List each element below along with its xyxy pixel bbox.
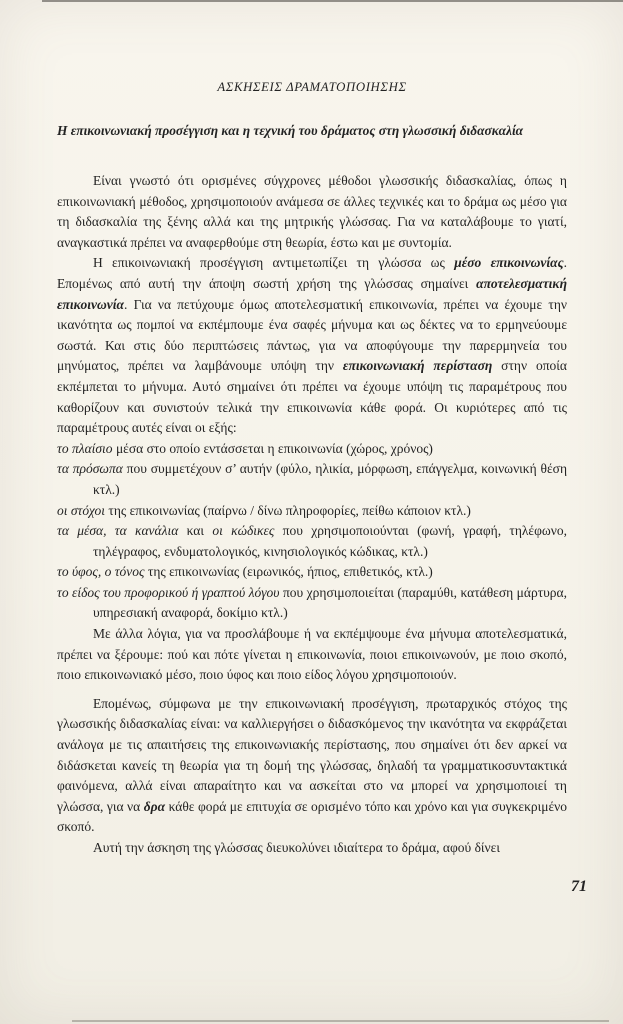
list-item-6 — [57, 583, 567, 624]
paragraph-1 — [57, 171, 567, 253]
text-run: που χρησιμοποιούνται (φωνή, γραφή, τηλέφωνο, τηλέγραφος, ενδυματολογικός, κινησιολογικός κώδικας, κτλ.) — [93, 523, 567, 559]
paragraph-3 — [57, 624, 567, 686]
text-run: Αυτή την άσκηση της γλώσσας διευκολύνει ιδιαίτερα το δράμα, αφού δίνει — [93, 840, 500, 855]
text-run: αποτελεσματική επικοινωνία — [57, 275, 567, 312]
text-run: το ύφος, ο τόνος — [57, 564, 145, 580]
text-run: της επικοινωνίας (ειρωνικός, ήπιος, επιθετικός, κτλ.) — [144, 564, 433, 580]
text-run: οι κώδικες — [212, 523, 275, 539]
text-run: το είδος του προφορικού ή γραπτού λόγου — [57, 584, 280, 600]
text-run: επικοινωνιακή περίσταση — [342, 358, 493, 374]
text-run: δρα — [143, 798, 166, 814]
page-number: 71 — [571, 878, 587, 895]
list-item-4 — [57, 521, 567, 562]
text-run: μέσο επικοινωνίας — [454, 255, 564, 271]
list-item-5 — [57, 562, 567, 583]
text-run: στην οποία εκπέμπεται το μήνυμα. Αυτό σημαίνει ότι πρέπει να έχουμε υπόψη τις παραμέτρους που καθορίζουν και συνιστούν τελικά την επικοινωνία κάθε φορά. Οι κυριότερες από τις παραμέτρους αυτές είναι οι εξής: — [57, 358, 567, 436]
page-content — [57, 80, 567, 859]
document-body — [57, 171, 567, 859]
text-run: μέσα στο οποίο εντάσσεται η επικοινωνία (χώρος, χρόνος) — [112, 440, 433, 456]
text-run: τα μέσα, τα κανάλια — [57, 523, 179, 539]
text-run: οι στόχοι — [57, 502, 106, 518]
paragraph-2 — [57, 253, 567, 438]
text-run: και — [178, 523, 213, 539]
text-run: της επικοινωνίας (παίρνω / δίνω πληροφορίες, πείθω κάποιον κτλ.) — [105, 502, 471, 518]
list-item-1 — [57, 439, 567, 460]
text-run: Η επικοινωνιακή προσέγγιση αντιμετωπίζει τη γλώσσα ως — [93, 255, 455, 271]
scan-edge-artifact-bottom — [72, 1020, 609, 1022]
scan-edge-artifact-top — [42, 0, 623, 2]
text-run: . Για να πετύχουμε όμως αποτελεσματική επικοινωνία, πρέπει να έχουμε την ικανότητα ως πομποί να εκπέμπουμε ένα σαφές μήνυμα και ως δέκτες να το ερμηνεύουμε σωστά. Και στις δύο περιπτώσεις πάντως, για να αποφύγουμε την παρερμηνεία του μηνύματος, πρέπει να λαμβάνουμε υπόψη την — [57, 296, 567, 374]
text-run: . Επομένως από αυτή την άποψη σωστή χρήση της γλώσσας σημαίνει — [57, 255, 567, 291]
text-run: τα πρόσωπα — [57, 461, 123, 477]
paragraph-5 — [57, 838, 567, 859]
text-run: Επομένως, σύμφωνα με την επικοινωνιακή προσέγγιση, πρωταρχικός στόχος της γλωσσικής διδασκαλίας είναι: να καλλιεργήσει ο διδασκόμενος την ικανότητα να εκφράζεται ανάλογα με τις απαιτήσεις της επικοινωνιακής περίστασης, που σημαίνει ότι δεν αρκεί να διδάσκεται κανείς τη θεωρία για τη δομή της γλώσσας, δηλαδή τα γραμματικοσυντακτικά φαινόμενα, αλλά είναι απαραίτητο και να ασκείται στο να μπορεί να χρησιμοποιεί τη γλώσσα, για να — [57, 695, 567, 814]
list-item-3 — [57, 501, 567, 522]
paragraph-4 — [57, 694, 567, 838]
text-run: που χρησιμοποιείται (παραμύθι, κατάθεση μάρτυρα, υπηρεσιακή αναφορά, δοκίμιο κτλ.) — [93, 584, 567, 621]
text-run: Με άλλα λόγια, για να προσλάβουμε ή να εκπέμψουμε ένα μήνυμα αποτελεσματικά, πρέπει να ξέρουμε: πού και πότε γίνεται η επικοινωνία, ποιοι επικοινωνούν, με ποιο σκοπό, ποιο επικοινωνιακό μέσο, ποιο ύφος και ποιο είδος λόγου χρησιμοποιούν. — [57, 626, 567, 683]
section-title: Η επικοινωνιακή προσέγγιση και η τεχνική του δράματος στη γλωσσική διδασκαλία — [57, 123, 524, 138]
text-run: που συμμετέχουν σ’ αυτήν (φύλο, ηλικία, μόρφωση, επάγγελμα, κοινωνική θέση κτλ.) — [93, 461, 567, 497]
text-run: Είναι γνωστό ότι ορισμένες σύγχρονες μέθοδοι γλωσσικής διδασκαλίας, όπως η επικοινωνιακή μέθοδος, χρησιμοποιούν ανάμεσα σε άλλες τεχνικές και το δράμα ως μέσο για τη διδασκαλία της ξένης αλλά και της μητρικής γλώσσας. Για να καταλάβουμε το γιατί, αναγκαστικά πρέπει να αναφερθούμε στη θεωρία, έστω και με συντομία. — [57, 173, 567, 250]
running-header: ΑΣΚΗΣΕΙΣ ΔΡΑΜΑΤΟΠΟΙΗΣΗΣ — [217, 80, 407, 94]
text-run: κάθε φορά με επιτυχία σε ορισμένο τόπο και χρόνο και για συγκεκριμένο σκοπό. — [57, 798, 568, 835]
list-item-2 — [57, 459, 567, 500]
text-run: το πλαίσιο — [57, 440, 113, 456]
